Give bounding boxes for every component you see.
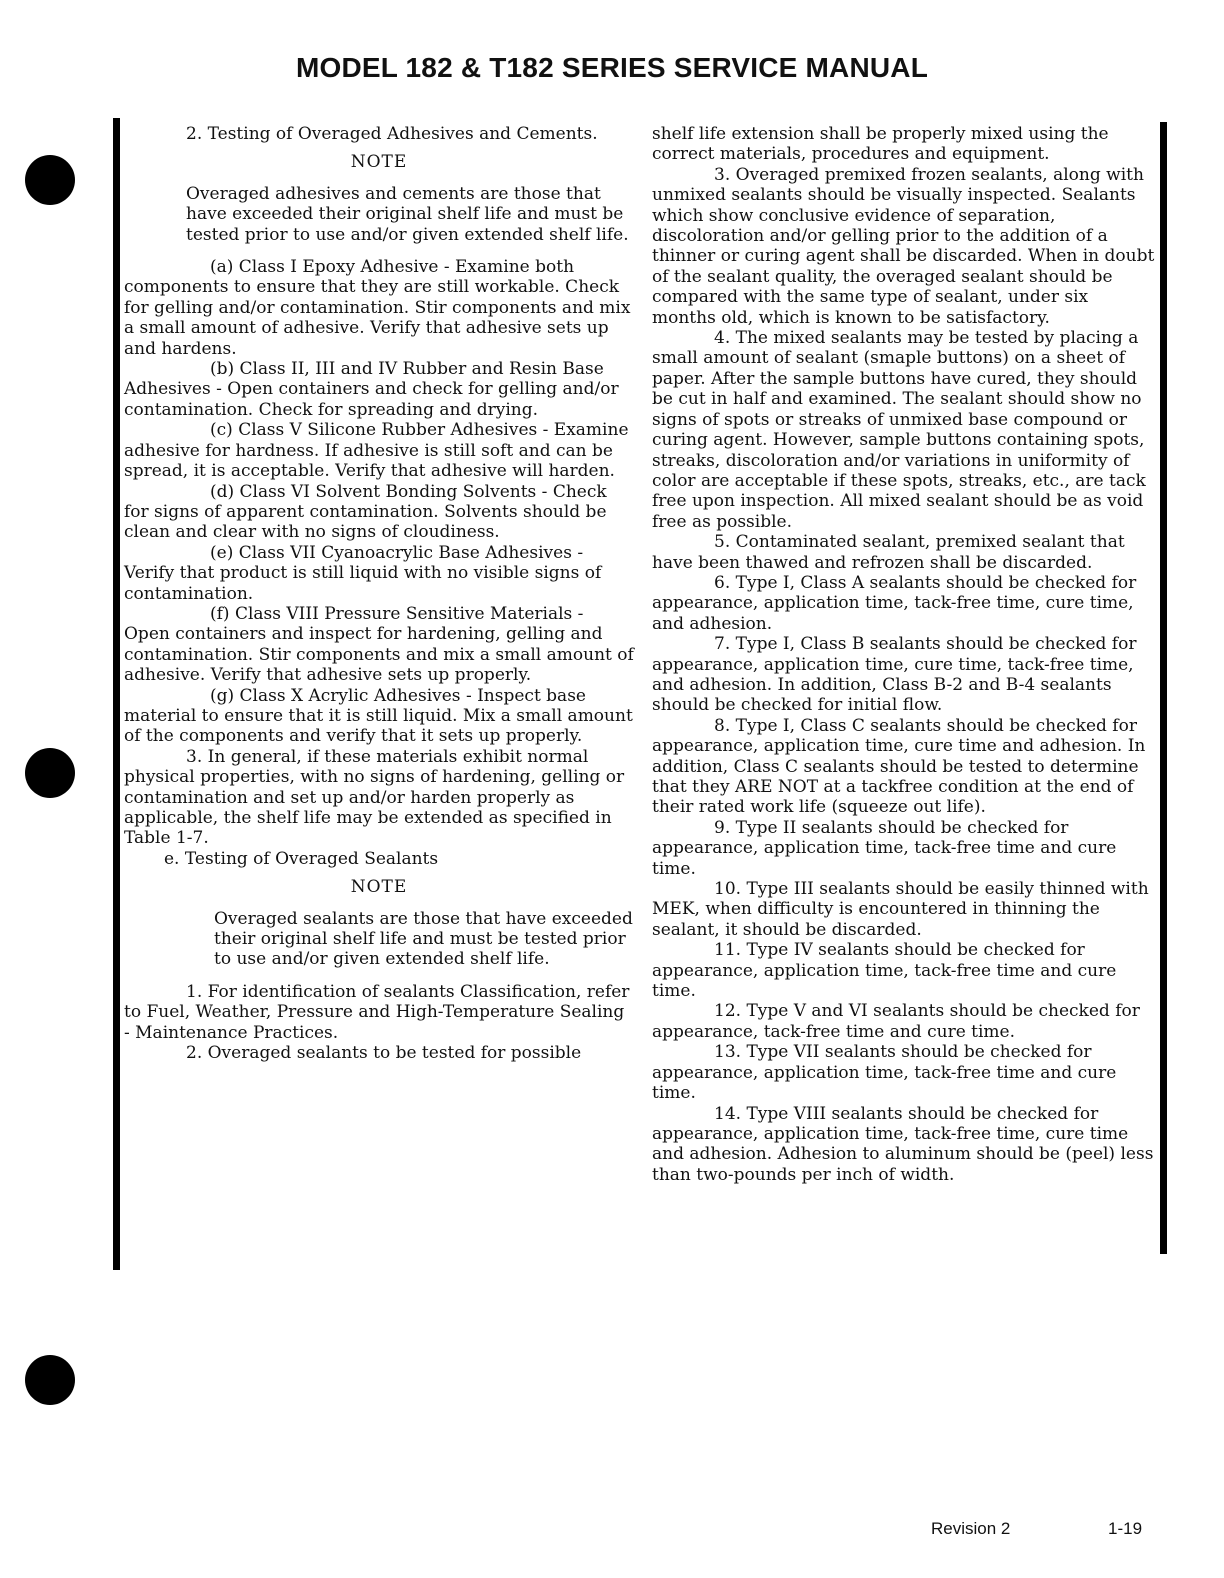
change-bar-right [1160,122,1167,1254]
sealant-paragraph-4: 4. The mixed sealants may be tested by placing a small amount of sealant (smaple buttons) on a sheet of paper. After the sample buttons have cured, they should be cut in half and examined. The sealant should show no signs of spots or streaks of unmixed base compound or curing agent. However, sample buttons containing spots, streaks, discoloration and/or variations in uniformity of color are acceptable if these spots, streaks, etc., are tack free upon inspection. All mixed sealant should be as void free as possible. [652,328,1146,532]
sealant-paragraph-3: 3. Overaged premixed frozen sealants, along with unmixed sealants should be visually inspected. Sealants which show conclusive evidence of separation, discoloration and/or gelling prior to the addition of a thinner or curing agent shall be discarded. When in doubt of the sealant quality, the overaged sealant should be compared with the same type of sealant, under six months old, which is known to be satisfactory. [652,164,1155,328]
paragraph-d: (d) Class VI Solvent Bonding Solvents - Check for signs of apparent contamination. Solvents should be clean and clear with no signs of cloudiness. [124,481,607,543]
right-column [652,124,1157,1185]
change-bar-left [113,118,120,1270]
page-title: MODEL 182 & T182 SERIES SERVICE MANUAL [295,52,929,83]
paragraph-f: (f) Class VIII Pressure Sensitive Materials - Open containers and inspect for hardening, gelling and contamination. Stir components and mix a small amount of adhesive. Verify that adhesive sets up properly. [124,603,634,686]
sealant-paragraph-9: 9. Type II sealants should be checked for appearance, application time, tack-free time and cure time. [652,817,1117,879]
section-heading: 2. Testing of Overaged Adhesives and Cements. [186,124,598,144]
binder-hole-top [25,155,75,205]
paragraph-3: 3. In general, if these materials exhibit normal physical properties, with no signs of hardening, gelling or contamination and set up and/or harden properly as applicable, the shelf life may be extended as specified in Table 1-7. [124,746,625,849]
sealant-paragraph-7: 7. Type I, Class B sealants should be checked for appearance, application time, cure time, tack-free time, and adhesion. In addition, Class B-2 and B-4 sealants should be checked for initial flow. [652,634,1137,716]
paragraph-a: (a) Class I Epoxy Adhesive - Examine both components to ensure that they are still workable. Check for gelling and/or contamination. Stir components and mix a small amount of adhesive. Verify that adhesive sets up and hardens. [124,257,631,359]
sealant-paragraph-2: 2. Overaged sealants to be tested for possible [186,1043,582,1064]
paragraph-b: (b) Class II, III and IV Rubber and Resin Base Adhesives - Open containers and check for gelling and/or contamination. Check for spreading and drying. [124,359,619,420]
sealant-paragraph-6: 6. Type I, Class A sealants should be checked for appearance, application time, tack-free time, cure time, and adhesion. [652,572,1137,634]
note-heading: NOTE [350,152,408,173]
paragraph-e: (e) Class VII Cyanoacrylic Base Adhesives - Verify that product is still liquid with no visible signs of contamination. [124,542,602,604]
note-text: Overaged adhesives and cements are those that have exceeded their original shelf life and must be tested prior to use and/or given extended shelf life. [186,183,629,245]
sealant-paragraph-1: 1. For identification of sealants Classification, refer to Fuel, Weather, Pressure and High-Temperature Sealing - Maintenance Practices. [124,981,630,1043]
sealant-paragraph-12: 12. Type V and VI sealants should be checked for appearance, tack-free time and cure time. [652,1001,1140,1042]
note-heading-2: NOTE [350,877,408,898]
page-number: 1-19 [1108,1519,1143,1538]
paragraph-c: (c) Class V Silicone Rubber Adhesives - Examine adhesive for hardness. If adhesive is still soft and can be spread, it is acceptable. Verify that adhesive will harden. [124,420,629,482]
sealant-paragraph-11: 11. Type IV sealants should be checked for appearance, application time, tack-free time and cure time. [652,940,1117,1002]
sealant-paragraph-10: 10. Type III sealants should be easily thinned with MEK, when difficulty is encountered in thinning the sealant, it should be discarded. [652,879,1149,940]
sealant-paragraph-14: 14. Type VIII sealants should be checked for appearance, application time, tack-free time, cure time and adhesion. Adhesion to aluminum should be (peel) less than two-pounds per inch of width. [652,1103,1154,1185]
left-column [124,124,634,1063]
note-text-2: Overaged sealants are those that have exceeded their original shelf life and must be tested prior to use and/or given extended shelf life. [214,908,633,970]
binder-hole-bottom [25,1355,75,1405]
sealant-paragraph-5: 5. Contaminated sealant, premixed sealant that have been thawed and refrozen shall be discarded. [652,532,1125,573]
section-e-heading: e. Testing of Overaged Sealants [164,848,439,869]
binder-hole-middle [25,748,75,798]
paragraph-g: (g) Class X Acrylic Adhesives - Inspect base material to ensure that it is still liquid. Mix a small amount of the components and verify that it sets up properly. [124,685,633,747]
sealant-paragraph-2-cont: shelf life extension shall be properly mixed using the correct materials, procedures and equipment. [652,124,1109,165]
sealant-paragraph-13: 13. Type VII sealants should be checked for appearance, application time, tack-free time and cure time. [652,1042,1117,1104]
revision-label: Revision 2 [931,1519,1011,1538]
sealant-paragraph-8: 8. Type I, Class C sealants should be checked for appearance, application time, cure time and adhesion. In addition, Class C sealants should be tested to determine that they ARE NOT at a tackfree condition at the end of their rated work life (squeeze out life). [652,715,1146,818]
